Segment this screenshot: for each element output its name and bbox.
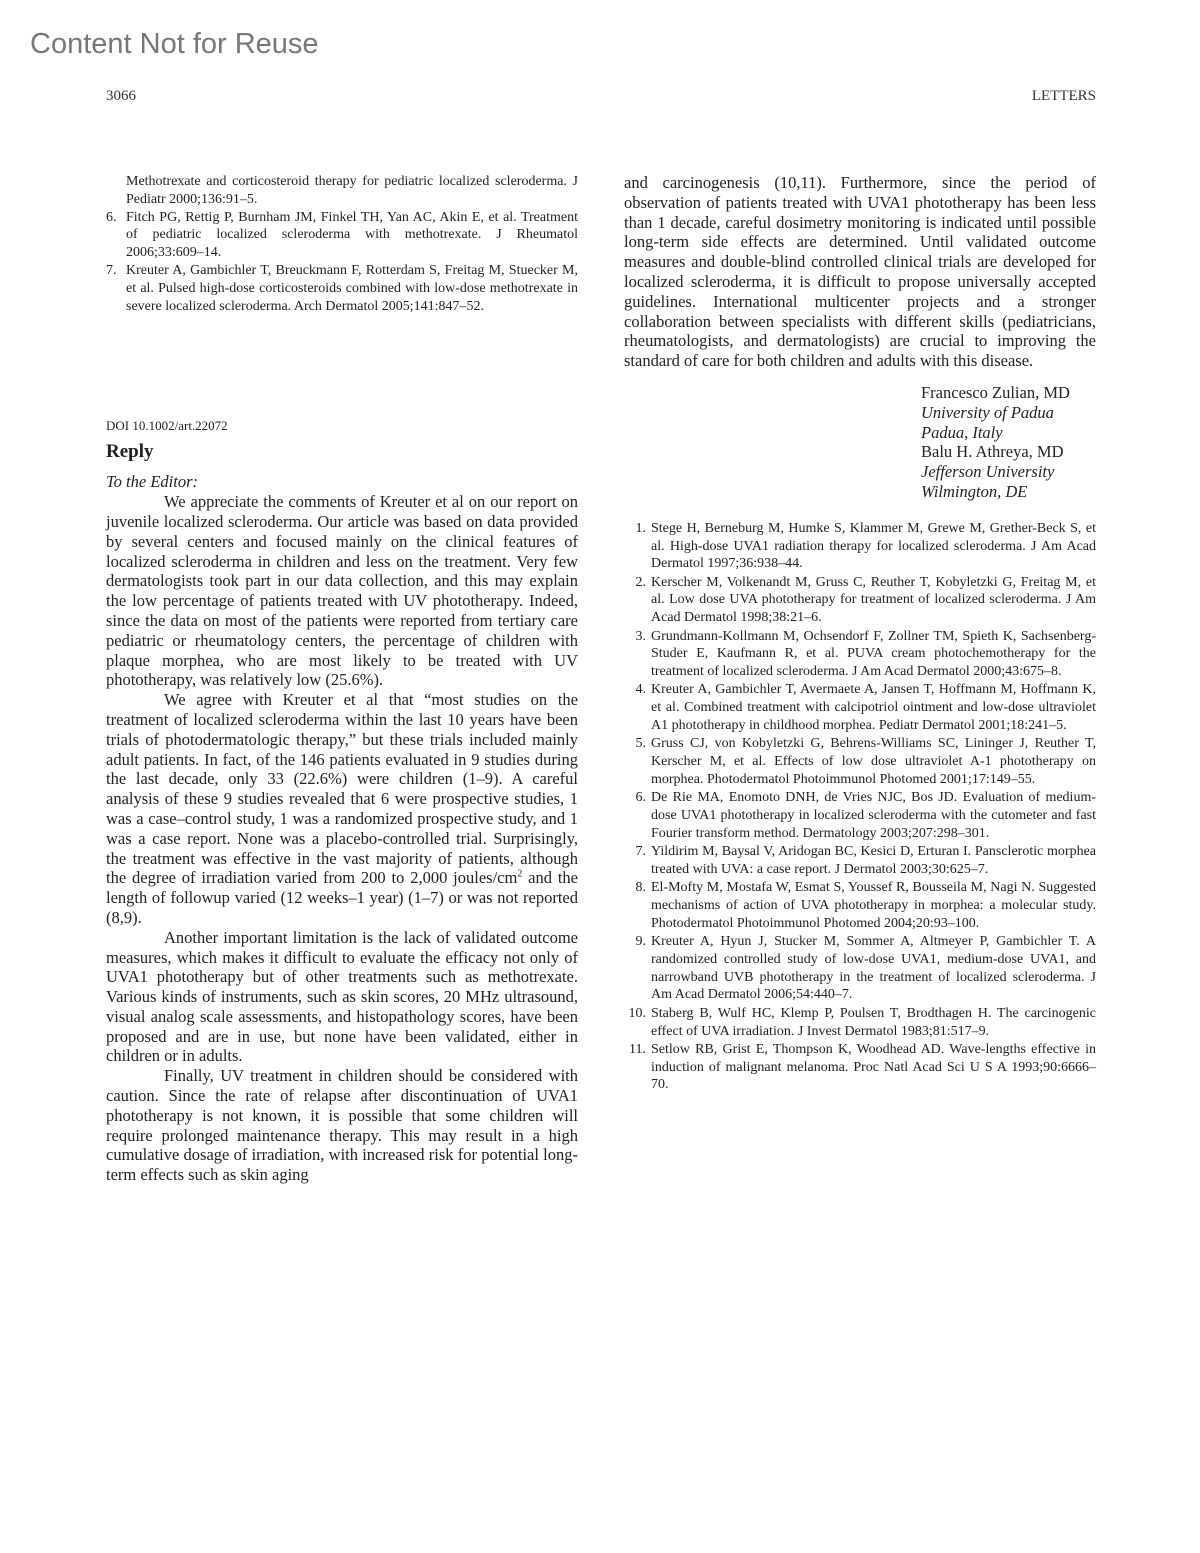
body-paragraph: Finally, UV treatment in children should be considered with caution. Since the rate of relapse after discontinuation of UVA1 phototherapy is not known, it is possible that some children will require prolonged maintenance therapy. This may result in a high cumulative dosage of irradiation, with increased risk for potential long-term effects such as skin aging [106,1066,578,1185]
reference-text: Kerscher M, Volkenandt M, Gruss C, Reuther T, Kobyletzki G, Freitag M, et al. Low dose UVA phototherapy for treatment of localized scleroderma. J Am Acad Dermatol 1998;38:21–6. [651,574,1096,626]
reference-number: 9. [635,934,646,950]
reference-item [624,843,1096,879]
reference-text: Kreuter A, Hyun J, Stucker M, Sommer A, Altmeyer P, Gambichler T. A randomized controlled study of low-dose UVA1, medium-dose UVA1, and narrowband UVB phototherapy in the treatment of localized scleroderma. J Am Acad Dermatol 2006;54:440–7. [651,934,1096,1003]
reference-number: 1. [635,520,646,536]
reference-number: 6. [635,790,646,806]
author-name: Balu H. Athreya, MD [921,442,1064,462]
reference-text: Kreuter A, Gambichler T, Breuckmann F, Rotterdam S, Freitag M, Stuecker M, et al. Pulsed high-dose corticosteroids combined with low-dose methotrexate in severe localized scleroderma. Arch Dermatol 2005;141:847–52. [126,262,578,314]
reply-heading: Reply [106,441,154,463]
body-paragraph: Another important limitation is the lack of validated outcome measures, which makes it difficult to evaluate the efficacy not only of UVA1 phototherapy but of other treatments such as methotrexate. Various kinds of instruments, such as skin scores, 20 MHz ultrasound, visual analog scale assessments, and histopathology scores, have been proposed and are in use, but none have been validated, either in children or in adults. [106,927,578,1066]
page-number: 3066 [106,88,136,104]
right-column [624,173,1096,1095]
reference-number: 10. [628,1005,646,1021]
reference-number: 7. [635,844,646,860]
reference-number: 5. [635,736,646,752]
reference-number: 2. [635,574,646,590]
reference-item [624,574,1096,627]
reference-number: 6. [106,209,117,225]
reference-number: 3. [635,628,646,644]
reference-item [624,1005,1096,1041]
body-paragraph: We appreciate the comments of Kreuter et al on our report on juvenile localized scleroderma. Our article was based on data provided by several centers and focused mainly on the clinical features of localized scleroderma in children and less on the treatment. Very few dermatologists took part in our data collection, and this may explain the low percentage of patients treated with UV phototherapy. Indeed, since the data on most of the patients were reported from tertiary care pediatric or rheumatology centers, the percentage of children with plaque morphea, who are most likely to be treated with UV phototherapy, was relatively low (25.6%). [106,492,578,690]
reference-text: Fitch PG, Rettig P, Burnham JM, Finkel TH, Yan AC, Akin E, et al. Treatment of pediatric localized scleroderma with methotrexate. J Rheumatol 2006;33:609–14. [126,209,578,261]
reference-item [106,173,578,209]
reference-item [624,735,1096,788]
author-name: Francesco Zulian, MD [921,382,1070,402]
author-location: Padua, Italy [921,422,1003,442]
superscript: 2 [517,868,523,880]
reply-references [624,520,1096,1095]
reference-text: El-Mofty M, Mostafa W, Esmat S, Youssef R, Bousseila M, Nagi N. Suggested mechanisms of action of UVA phototherapy in morphea: a molecular study. Photodermatol Photoimmunol Photomed 2004;20:93–100. [651,880,1096,931]
reference-text: Yildirim M, Baysal V, Aridogan BC, Kesici D, Erturan I. Pansclerotic morphea treated with UVA: a case report. J Dermatol 2003;30:625–7. [651,844,1096,877]
paragraph-text: and the length of followup varied (12 weeks–1 year) (1–7) or was not reported (8,9). [106,868,578,927]
reference-text: De Rie MA, Enomoto DNH, de Vries NJC, Bos JD. Evaluation of medium-dose UVA1 phototherapy in localized scleroderma with the cutometer and fast Fourier transform method. Dermatology 2003;207:298–301. [651,790,1096,841]
watermark: Content Not for Reuse [30,28,319,60]
reference-item [624,789,1096,842]
reference-item [624,628,1096,681]
paragraph-text: We agree with Kreuter et al that “most studies on the treatment of localized scleroderma within the last 10 years have been trials of photodermatologic therapy,” but these trials included mainly adult patients. In fact, of the 146 patients evaluated in 9 studies during the last decade, only 33 (22.6%) were children (1–9). A careful analysis of these 9 studies revealed that 6 were prospective studies, 1 was a case–control study, 1 was a randomized prospective study, and 1 was a case report. None was a placebo-controlled trial. Surprisingly, the treatment was effective in the vast majority of patients, although the degree of irradiation varied from 200 to 2,000 joules/cm [106,690,578,888]
reference-text: Kreuter A, Gambichler T, Avermaete A, Jansen T, Hoffmann M, Hoffmann K, et al. Combined treatment with calcipotriol ointment and low-dose ultraviolet A1 phototherapy in childhood morphea. Pediatr Dermatol 2001;18:241–5. [651,682,1096,734]
salutation: To the Editor: [106,472,198,492]
reference-text: Grundmann-Kollmann M, Ochsendorf F, Zollner TM, Spieth K, Sachsenberg-Studer E, Kaufmann R, et al. PUVA cream photochemotherapy for the treatment of localized scleroderma. J Am Acad Dermatol 2000;43:675–8. [651,628,1096,680]
reference-text: Staberg B, Wulf HC, Klemp P, Poulsen T, Brodthagen H. The carcinogenic effect of UVA irradiation. J Invest Dermatol 1983;81:517–9. [651,1005,1096,1039]
section-title: LETTERS [1031,88,1096,104]
author-affiliation: University of Padua [921,402,1054,422]
signature-block [921,383,1096,502]
reference-number: 11. [629,1041,646,1057]
reference-item [106,262,578,315]
reference-item [624,1041,1096,1094]
reference-item [106,209,578,262]
previous-letter-references [106,173,578,315]
reference-number: 4. [635,682,646,698]
reference-item [624,681,1096,734]
author-location: Wilmington, DE [921,481,1028,501]
author-affiliation: Jefferson University [921,462,1055,482]
reference-item [624,879,1096,932]
reference-text: Stege H, Berneburg M, Humke S, Klammer M, Grewe M, Grether-Beck S, et al. High-dose UVA1 radiation therapy for localized scleroderma. J Am Acad Dermatol 1997;36:938–44. [651,520,1096,572]
reference-number: 7. [106,262,117,278]
reference-text: Methotrexate and corticosteroid therapy for pediatric localized scleroderma. J Pediatr 2000;136:91–5. [126,174,578,207]
reference-text: Setlow RB, Grist E, Thompson K, Woodhead AD. Wave-lengths effective in induction of malignant melanoma. Proc Natl Acad Sci U S A 1993;90:6666–70. [651,1041,1096,1093]
doi-line: DOI 10.1002/art.22072 [106,418,228,434]
reference-number: 8. [635,880,646,896]
body-paragraph-continued: and carcinogenesis (10,11). Furthermore, since the period of observation of patients treated with UVA1 phototherapy has been less than 1 decade, careful dosimetry monitoring is indicated until possible long-term side effects are determined. Until validated outcome measures and double-blind controlled clinical trials are developed for localized scleroderma, it is difficult to propose universally accepted guidelines. International multicenter projects and a stronger collaboration between specialists with different skills (pediatricians, rheumatologists, and dermatologists) are crucial to improving the standard of care for both children and adults with this disease. [624,173,1096,371]
reference-item [624,933,1096,1004]
reference-text: Gruss CJ, von Kobyletzki G, Behrens-Williams SC, Lininger J, Reuther T, Kerscher M, et al. Effects of low dose ultraviolet A-1 phototherapy on morphea. Photodermatol Photoimmunol Photomed 2001;17:149–55. [651,736,1096,787]
body-paragraph [106,690,578,928]
left-column [106,173,578,1185]
reference-item [624,520,1096,573]
